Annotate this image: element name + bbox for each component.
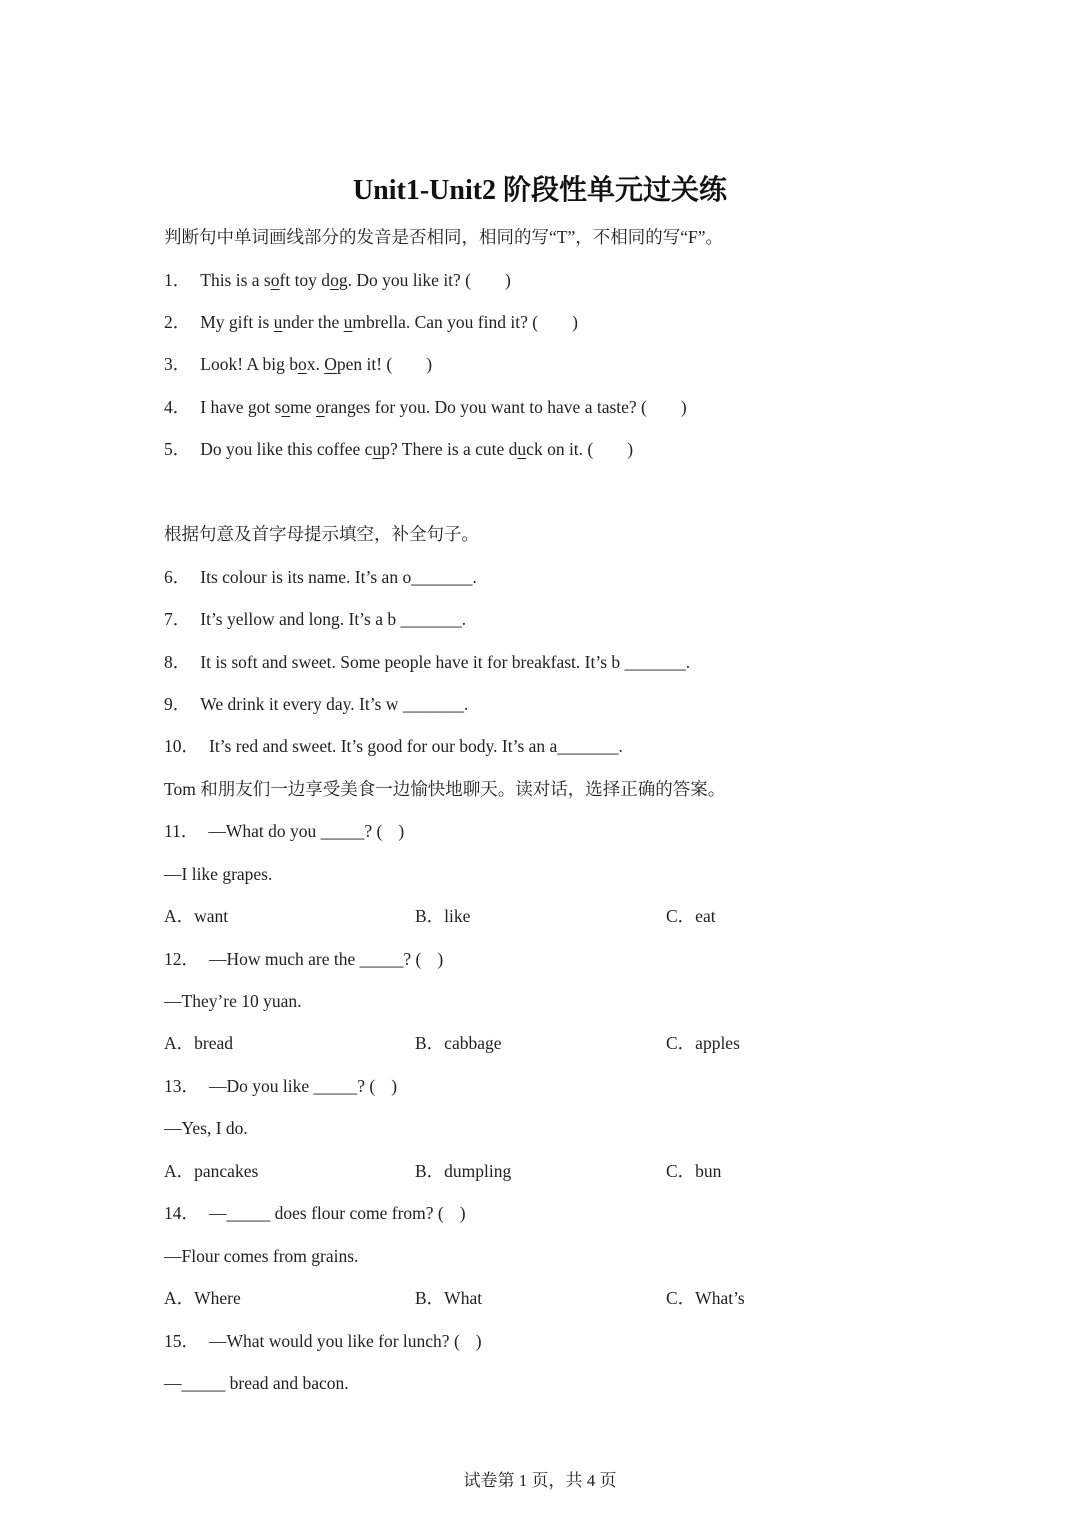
option-b[interactable]: B．What bbox=[415, 1288, 483, 1308]
text: ) bbox=[398, 821, 405, 841]
question-7 bbox=[164, 608, 466, 630]
answer-line: —I like grapes. bbox=[164, 864, 273, 884]
text: This is a s bbox=[200, 270, 271, 290]
underlined-letter: u bbox=[273, 312, 283, 332]
question-number: 14． bbox=[164, 1203, 199, 1223]
option-c[interactable]: C．eat bbox=[666, 906, 716, 926]
option-c[interactable]: C．bun bbox=[666, 1161, 722, 1181]
text: ck on it. ( bbox=[526, 439, 594, 459]
question-13 bbox=[164, 1075, 397, 1097]
question-2 bbox=[164, 311, 578, 333]
text: ) bbox=[437, 949, 444, 969]
text: ft toy d bbox=[279, 270, 331, 290]
question-number: 3． bbox=[164, 354, 191, 374]
question-number: 5． bbox=[164, 439, 191, 459]
question-number: 13． bbox=[164, 1076, 199, 1096]
question-text: It’s red and sweet. It’s good for our body. It’s an a_______. bbox=[209, 736, 623, 756]
section1-instruction: 判断句中单词画线部分的发音是否相同，相同的写“T”，不相同的写“F”。 bbox=[164, 227, 723, 247]
answer-line: —Yes, I do. bbox=[164, 1118, 248, 1138]
text: Look! A big b bbox=[200, 354, 298, 374]
answer-line: —They’re 10 yuan. bbox=[164, 991, 302, 1011]
question-stem: —How much are the _____? ( bbox=[209, 949, 422, 969]
question-stem: —_____ does flour come from? ( bbox=[209, 1203, 444, 1223]
underlined-letter: o bbox=[315, 397, 325, 417]
answer-line: —_____ bread and bacon. bbox=[164, 1373, 349, 1393]
text: x. bbox=[306, 354, 325, 374]
underlined-letter: u bbox=[372, 439, 382, 459]
text: I have got s bbox=[200, 397, 282, 417]
question-14 bbox=[164, 1202, 466, 1224]
question-number: 1． bbox=[164, 270, 191, 290]
underlined-letter: o bbox=[297, 354, 307, 374]
question-number: 10． bbox=[164, 736, 199, 756]
question-number: 8． bbox=[164, 652, 191, 672]
question-10 bbox=[164, 735, 623, 757]
question-stem: —Do you like _____? ( bbox=[209, 1076, 376, 1096]
question-3 bbox=[164, 353, 432, 375]
option-b[interactable]: B．dumpling bbox=[415, 1161, 512, 1181]
option-b[interactable]: B．cabbage bbox=[415, 1033, 502, 1053]
question-6 bbox=[164, 566, 477, 588]
question-number: 6． bbox=[164, 567, 191, 587]
question-number: 15． bbox=[164, 1331, 199, 1351]
question-8 bbox=[164, 651, 690, 673]
underlined-letter: u bbox=[343, 312, 353, 332]
option-b[interactable]: B．like bbox=[415, 906, 471, 926]
question-15 bbox=[164, 1330, 482, 1352]
question-text: We drink it every day. It’s w _______. bbox=[200, 694, 469, 714]
question-stem: —What would you like for lunch? ( bbox=[209, 1331, 460, 1351]
option-a[interactable]: A．bread bbox=[164, 1033, 234, 1053]
text: ) bbox=[475, 1331, 482, 1351]
option-a[interactable]: A．Where bbox=[164, 1288, 241, 1308]
question-1 bbox=[164, 269, 511, 291]
underlined-letter: o bbox=[330, 270, 339, 290]
text: ranges for you. Do you want to have a taste? ( bbox=[324, 397, 647, 417]
text: nder the bbox=[282, 312, 344, 332]
option-a[interactable]: A．pancakes bbox=[164, 1161, 259, 1181]
text: ) bbox=[572, 312, 578, 332]
question-11 bbox=[164, 820, 404, 842]
text: ) bbox=[391, 1076, 398, 1096]
question-text: It is soft and sweet. Some people have it for breakfast. It’s b _______. bbox=[200, 652, 691, 672]
page-title: Unit1-Unit2 阶段性单元过关练 bbox=[352, 175, 728, 206]
text: me bbox=[290, 397, 316, 417]
text: ) bbox=[627, 439, 634, 459]
text: ) bbox=[680, 397, 687, 417]
text: pen it! ( bbox=[336, 354, 393, 374]
section2-instruction: 根据句意及首字母提示填空，补全句子。 bbox=[164, 524, 479, 544]
question-5 bbox=[164, 438, 633, 460]
text: Do you like this coffee c bbox=[200, 439, 373, 459]
question-9 bbox=[164, 693, 468, 715]
question-number: 11． bbox=[164, 821, 199, 841]
option-a[interactable]: A．want bbox=[164, 906, 229, 926]
question-12 bbox=[164, 948, 443, 970]
text: p? There is a cute d bbox=[381, 439, 518, 459]
text: ) bbox=[505, 270, 511, 290]
question-text: It’s yellow and long. It’s a b _______. bbox=[200, 609, 467, 629]
question-4 bbox=[164, 396, 687, 418]
underlined-letter: O bbox=[324, 354, 337, 374]
underlined-letter: o bbox=[270, 270, 280, 290]
question-number: 7． bbox=[164, 609, 191, 629]
text: g. Do you like it? ( bbox=[338, 270, 472, 290]
question-number: 4． bbox=[164, 397, 191, 417]
page-footer: 试卷第 1 页，共 4 页 bbox=[463, 1471, 617, 1490]
text: ) bbox=[426, 354, 433, 374]
option-c[interactable]: C．apples bbox=[666, 1033, 740, 1053]
text: My gift is bbox=[200, 312, 274, 332]
question-text: Its colour is its name. It’s an o_______. bbox=[200, 567, 477, 587]
question-stem: —What do you _____? ( bbox=[208, 821, 383, 841]
question-number: 2． bbox=[164, 312, 191, 332]
answer-line: —Flour comes from grains. bbox=[164, 1246, 359, 1266]
text: ) bbox=[459, 1203, 466, 1223]
underlined-letter: o bbox=[281, 397, 291, 417]
question-number: 12． bbox=[164, 949, 199, 969]
text: mbrella. Can you find it? ( bbox=[352, 312, 539, 332]
section3-instruction: Tom 和朋友们一边享受美食一边愉快地聊天。读对话，选择正确的答案。 bbox=[164, 779, 726, 799]
question-number: 9． bbox=[164, 694, 191, 714]
underlined-letter: u bbox=[517, 439, 527, 459]
option-c[interactable]: C．What’s bbox=[666, 1288, 745, 1308]
